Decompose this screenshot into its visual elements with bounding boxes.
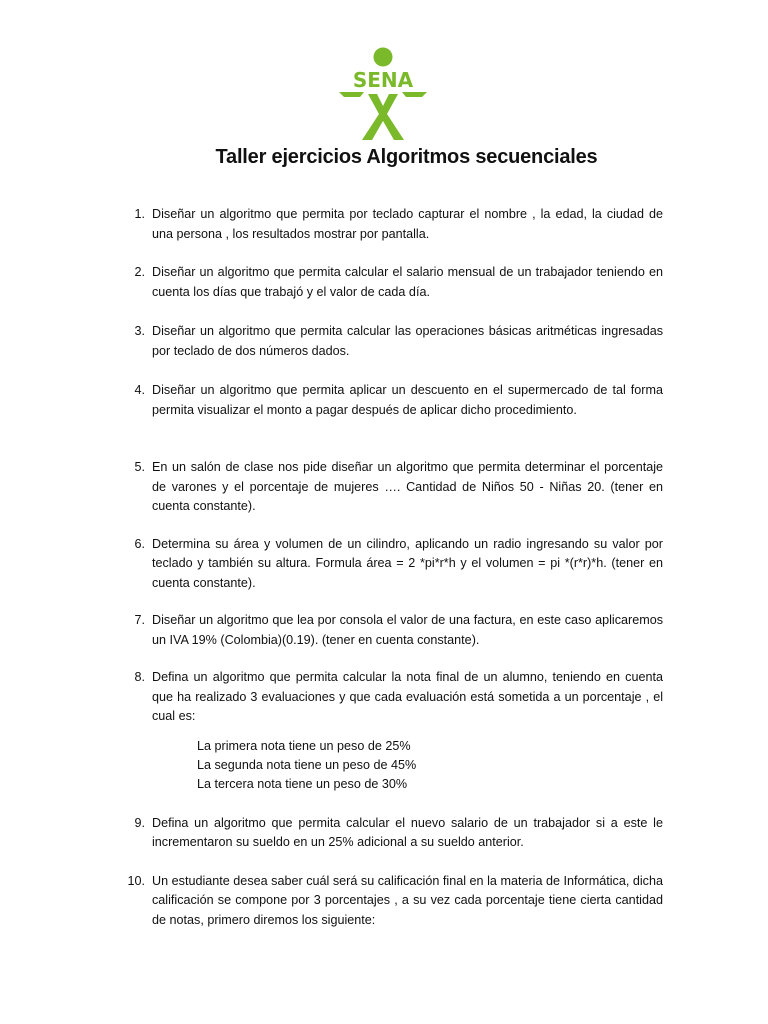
- weight-line: La primera nota tiene un peso de 25%: [197, 738, 411, 753]
- weight-line: La tercera nota tiene un peso de 30%: [197, 776, 408, 791]
- item-text: En un salón de clase nos pide diseñar un algoritmo que permita determinar el porcentaje de varones y el porcentaje de mujeres …. Cantidad de Niños 50 - Niñas 20. (tener en cuenta constante).: [152, 460, 663, 513]
- weight-line: La segunda nota tiene un peso de 45%: [197, 757, 417, 772]
- item-text: Un estudiante desea saber cuál será su calificación final en la materia de Informática, dicha calificación se compone por 3 porcentajes , a su vez cada porcentaje tiene cierta cantidad de notas, primero diremos los siguiente:: [152, 873, 663, 927]
- list-item: 9. Defina un algoritmo que permita calcular el nuevo salario de un trabajador si a este le incrementaron su sueldo en un 25% adicional a su sueldo anterior.: [134, 815, 663, 849]
- list-item: 7. Diseñar un algoritmo que lea por consola el valor de una factura, en este caso aplicaremos un IVA 19% (Colombia)(0.19). (tener en cuenta constante).: [134, 613, 663, 647]
- list-item: 4. Diseñar un algoritmo que permita aplicar un descuento en el supermercado de tal forma permita visualizar el monto a pagar después de aplicar dicho procedimiento.: [134, 383, 663, 417]
- exercise-list: [123, 205, 663, 930]
- logo-text: SENA: [352, 68, 414, 92]
- item-text: Determina su área y volumen de un cilindro, aplicando un radio ingresando su valor por teclado y también su altura. Formula área = 2 *pi*r*h y el volumen = pi *(r*r)*h. (tener en cuenta constante).: [152, 536, 663, 590]
- item-text: Diseñar un algoritmo que permita por teclado capturar el nombre , la edad, la ciudad de una persona , los resultados mostrar por pantalla.: [152, 207, 663, 241]
- item-text: Diseñar un algoritmo que permita aplicar un descuento en el supermercado de tal forma permita visualizar el monto a pagar después de aplicar dicho procedimiento.: [152, 383, 663, 417]
- sena-logo: [334, 44, 432, 142]
- item-text: Defina un algoritmo que permita calcular la nota final de un alumno, teniendo en cuenta que ha realizado 3 evaluaciones y que cada evaluación está sometida a un porcentaje , el cual es:: [152, 670, 663, 723]
- item-text: Diseñar un algoritmo que lea por consola el valor de una factura, en este caso aplicaremos un IVA 19% (Colombia)(0.19). (tener en cuenta constante).: [152, 613, 663, 647]
- item-text: Diseñar un algoritmo que permita calcular el salario mensual de un trabajador teniendo en cuenta los días que trabajó y el valor de cada día.: [152, 265, 663, 299]
- list-item: 6. Determina su área y volumen de un cilindro, aplicando un radio ingresando su valor por teclado y también su altura. Formula área = 2 *pi*r*h y el volumen = pi *(r*r)*h. (tener en cuenta constante).: [134, 536, 663, 590]
- list-item: 8. Defina un algoritmo que permita calcular la nota final de un alumno, teniendo en cuenta que ha realizado 3 evaluaciones y que cada evaluación está sometida a un porcentaje , el cual es: La primera nota tiene un peso de 25% La segunda nota tiene un peso de 45% La tercera nota tiene un peso de 30%: [123, 668, 663, 794]
- item-text: Defina un algoritmo que permita calcular el nuevo salario de un trabajador si a este le incrementaron su sueldo en un 25% adicional a su sueldo anterior.: [152, 815, 663, 849]
- list-item: 1. Diseñar un algoritmo que permita por teclado capturar el nombre , la edad, la ciudad de una persona , los resultados mostrar por pantalla.: [134, 207, 663, 241]
- list-item: 5. En un salón de clase nos pide diseñar un algoritmo que permita determinar el porcentaje de varones y el porcentaje de mujeres …. Cantidad de Niños 50 - Niñas 20. (tener en cuenta constante).: [134, 460, 663, 513]
- list-item: 2. Diseñar un algoritmo que permita calcular el salario mensual de un trabajador teniendo en cuenta los días que trabajó y el valor de cada día.: [134, 265, 663, 299]
- sena-logo-icon: [334, 44, 432, 142]
- weights-list: [152, 737, 663, 794]
- page-title: Taller ejercicios Algoritmos secuenciales: [215, 146, 598, 168]
- list-item: 3. Diseñar un algoritmo que permita calcular las operaciones básicas aritméticas ingresadas por teclado de dos números dados.: [134, 324, 663, 358]
- item-text: Diseñar un algoritmo que permita calcular las operaciones básicas aritméticas ingresadas por teclado de dos números dados.: [152, 324, 663, 358]
- list-item: 10. Un estudiante desea saber cuál será su calificación final en la materia de Informática, dicha calificación se compone por 3 porcentajes , a su vez cada porcentaje tiene cierta cantidad de notas, primero diremos los siguiente:: [127, 873, 663, 927]
